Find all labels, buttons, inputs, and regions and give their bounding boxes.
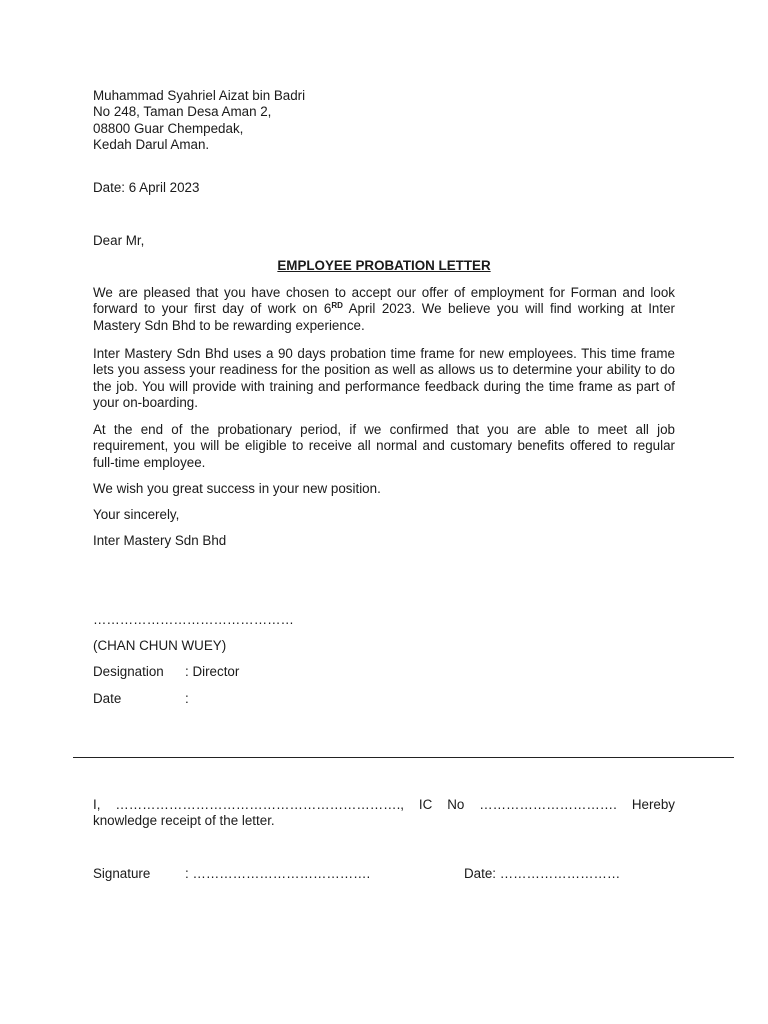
designation-row [93,664,675,681]
sign-date-row [93,691,675,708]
address-line-2: 08800 Guar Chempedak, [93,120,244,136]
letter-title: EMPLOYEE PROBATION LETTER [277,258,491,273]
signatory-name: (CHAN CHUN WUEY) [93,638,227,653]
paragraph-2: Inter Mastery Sdn Bhd uses a 90 days probation time frame for new employees. This time frame lets you assess your readiness for the position as well as allows us to determine your ability to do the job. You will provide with training and performance feedback during the time frame as part of your on-boarding. [93,346,675,410]
paragraph-3: At the end of the probationary period, if we confirmed that you are able to meet all job requirement, you will be eligible to receive all normal and customary benefits offered to regular full-time employee. [93,422,675,470]
ack-date-label: Date: ……………………… [464,866,621,881]
closing: Your sincerely, [93,507,180,522]
sign-date-value: : [185,691,189,706]
company-name: Inter Mastery Sdn Bhd [93,533,227,548]
recipient-name: Muhammad Syahriel Aizat bin Badri [93,88,306,103]
recipient-address [93,88,675,153]
section-divider [73,757,734,758]
signature-line: ……………………………………… [93,612,294,627]
acknowledgement-signature-row [93,866,693,883]
ack-signature-label: Signature [93,866,151,881]
acknowledgement-text: I, ………………………………………………………., IC No …………………………. Hereby knowledge receipt of the letter. [93,797,675,829]
ordinal-suffix: RD [331,301,343,311]
salutation: Dear Mr, [93,233,145,248]
designation-value: : Director [185,664,240,679]
sign-date-label: Date [93,691,122,706]
address-line-1: No 248, Taman Desa Aman 2, [93,104,272,120]
designation-label: Designation [93,664,164,679]
paragraph-1-end: April 2023. We believe you will find working at Inter Mastery Sdn Bhd to be rewarding experience. [93,301,675,333]
paragraph-1 [93,285,675,334]
paragraph-4: We wish you great success in your new position. [93,481,381,496]
address-line-3: Kedah Darul Aman. [93,136,210,152]
ack-signature-value: : …………………………………. [185,866,371,881]
letter-date: Date: 6 April 2023 [93,180,200,195]
paragraph-1-start: We are pleased that you have chosen to accept our offer of employment for Forman and look forward to your first day of work on 6 [93,285,675,317]
